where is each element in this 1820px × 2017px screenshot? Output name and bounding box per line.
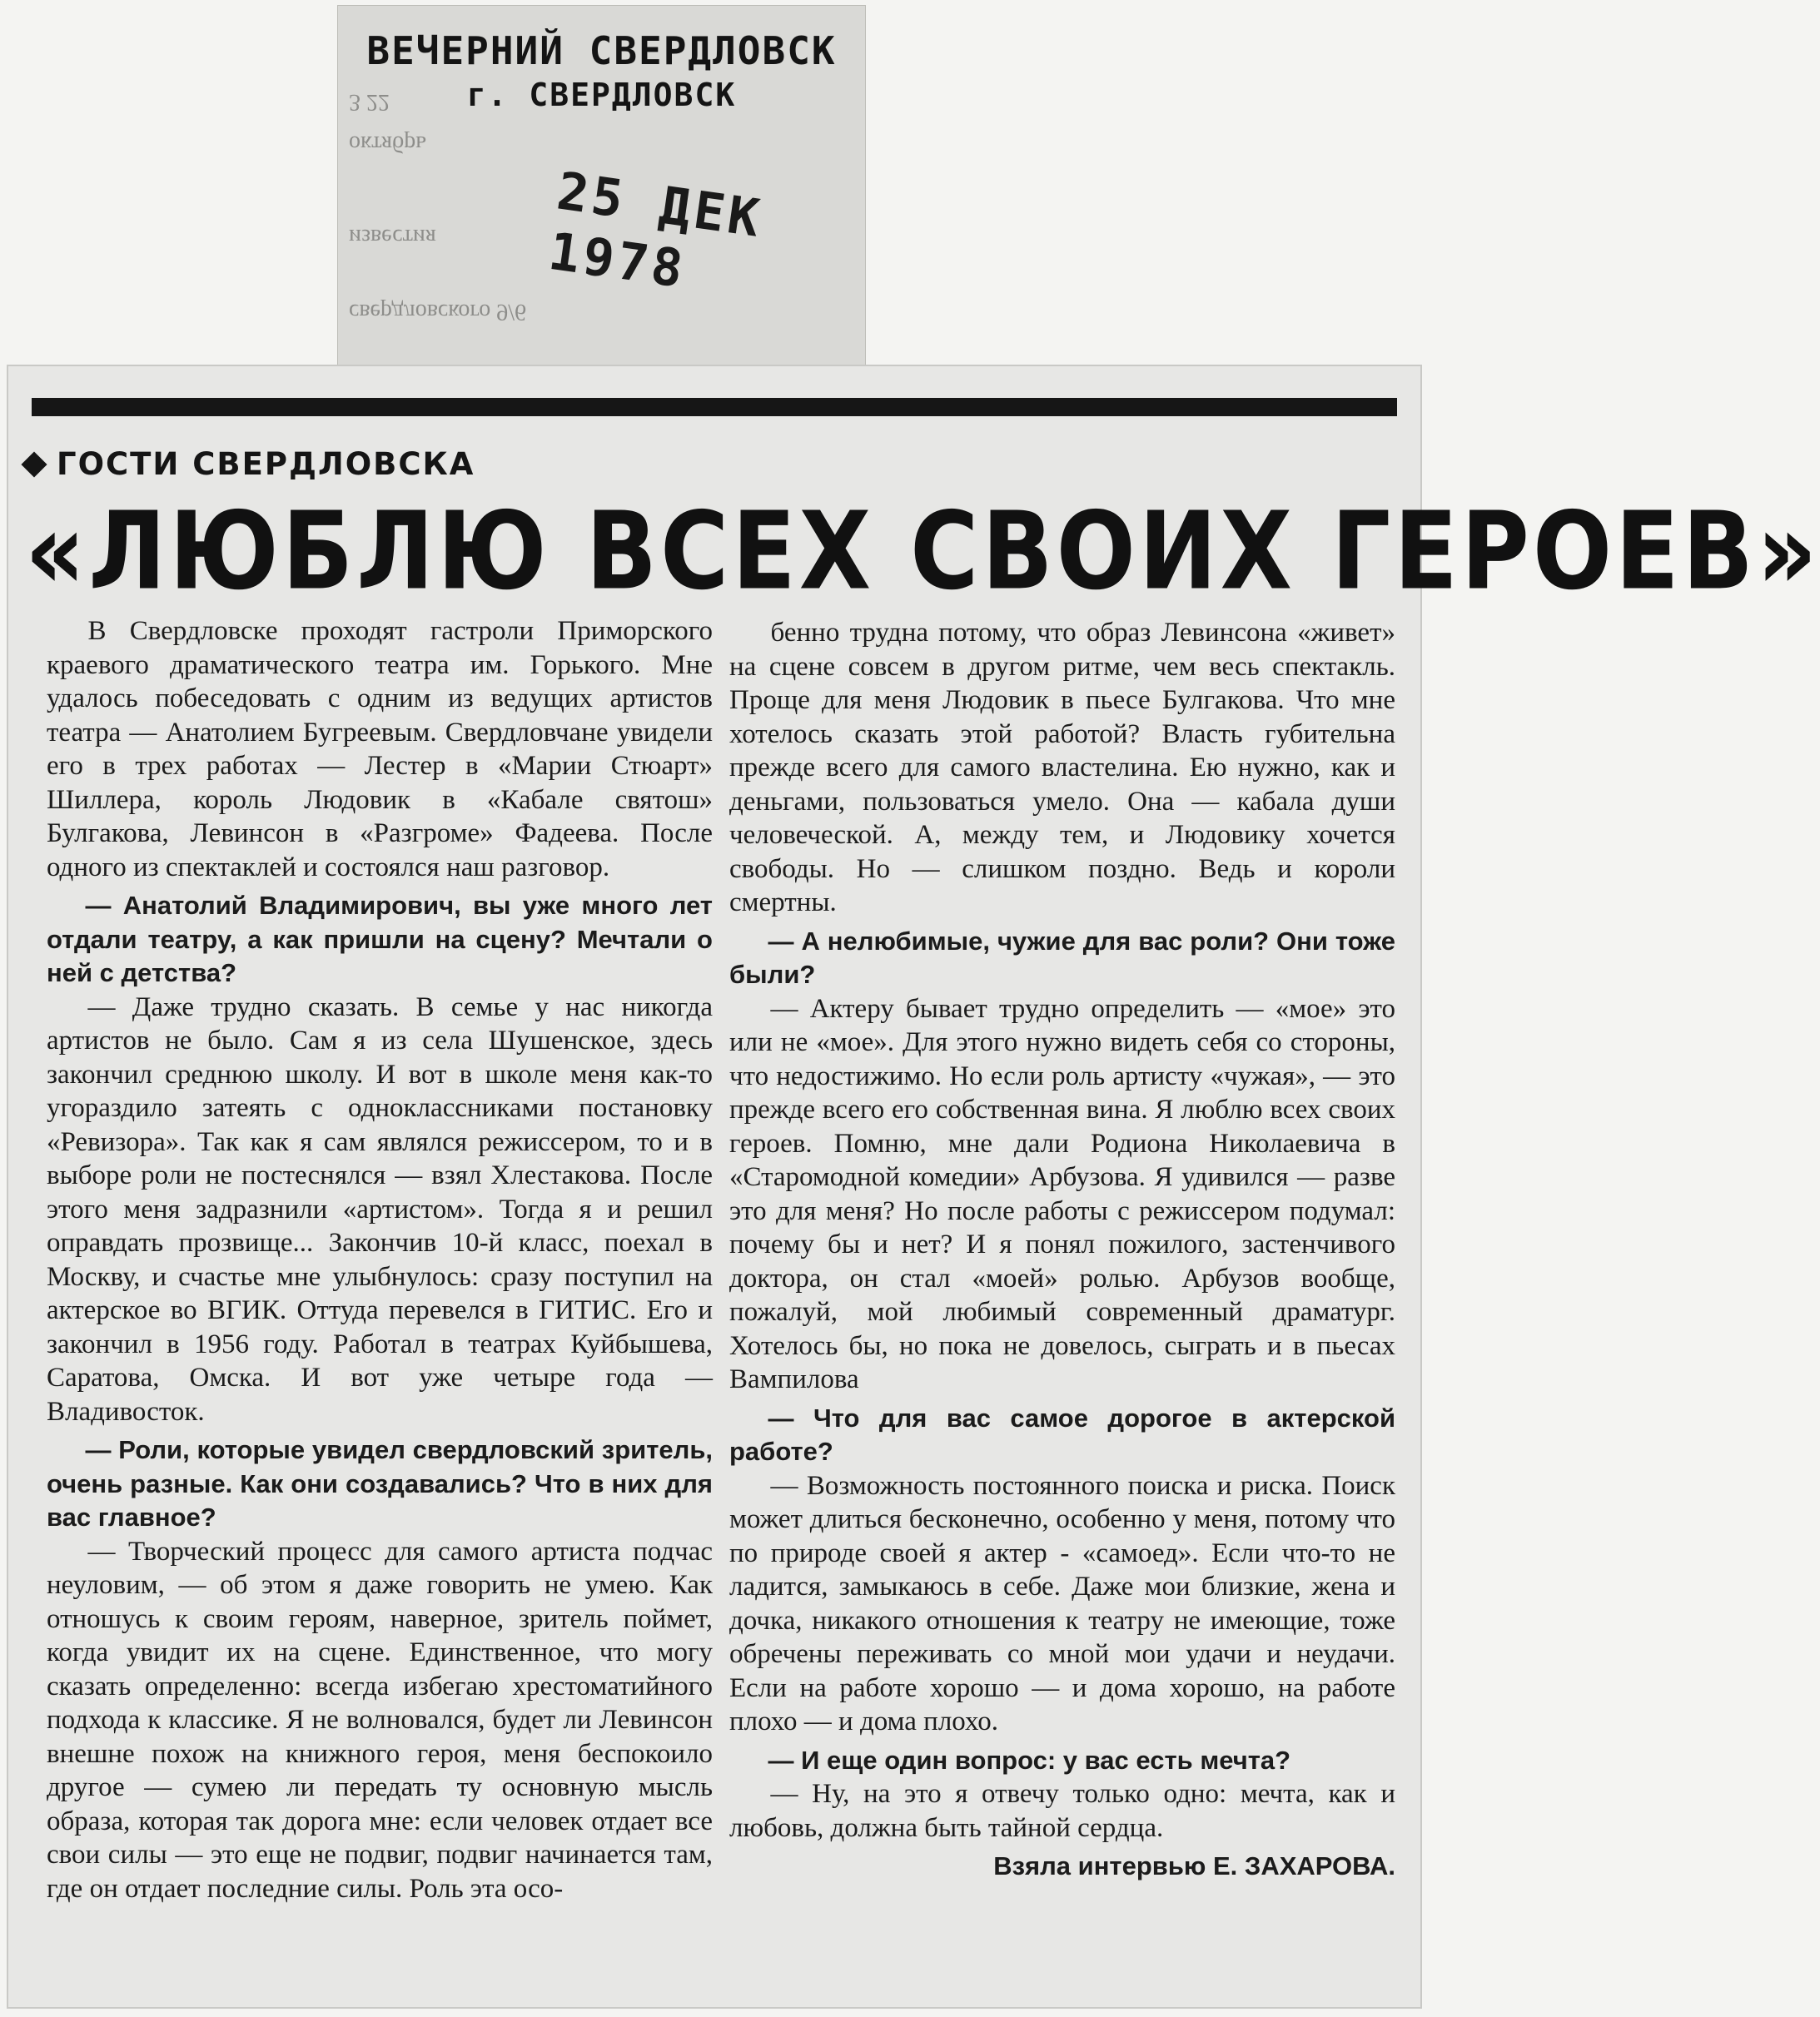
stamp-date: 25 ДЕК 1978 xyxy=(545,160,767,301)
article-paragraph: В Свердловске проходят гастроли Приморского краевого драматического театра им. Горького. Мне удалось побеседовать с одним из ведущих артистов театра — Анатолием Бугреевым. Свердловчане увидели его в трех работах — Лестер в «Марии Стюарт» Шиллера, король Людовик в «Кабале святош» Булгакова, Левинсон в «Разгроме» Фадеева. После одного из спектаклей и состоялся наш разговор. xyxy=(47,616,713,882)
bleedthrough-text: 3 22 xyxy=(349,89,390,115)
article-paragraph: — Ну, на это я отвечу только одно: мечта, как и любовь, должна быть тайной сердца. xyxy=(729,1779,1395,1843)
article-paragraph: — Возможность постоянного поиска и риска. Поиск может длиться бесконечно, особенно у меня, потому что по природе своей я актер - «самоед». Если что-то не ладится, замыкаюсь в себе. Даже мои близкие, жена и дочка, никакого отношения к театру не имеющие, тоже обречены переживать со мной мои удачи и неудачи. Если на работе хорошо — и дома хорошо, на работе плохо — и дома плохо. xyxy=(729,1470,1395,1736)
rubric xyxy=(25,446,475,482)
stamp-city: г. СВЕРДЛОВСК xyxy=(466,77,737,113)
bleedthrough-text: свердловского 9/6 xyxy=(349,299,526,325)
article-paragraph: — Актеру бывает трудно определить — «мое» это или не «мое». Для этого нужно видеть себя со стороны, что недостижимо. Но если роль артисту «чужая», — это прежде всего его собственная вина. Я люблю всех своих героев. Помню, мне дали Родиона Николаевича в «Старомодной комедии» Арбузова. Я удивился — разве это для меня? Но после работы с режиссером подумал: почему бы и нет? И я понял пожилого, застенчивого доктора, он стал «моей» ролью. Арбузов вообще, пожалуй, мой любимый современный драматург. Хотелось бы, но пока не довелось, сыграть и в пьесах Вампилова xyxy=(729,993,1395,1394)
article-column-right xyxy=(729,616,1395,1884)
archive-stamp-slip xyxy=(337,5,866,370)
interview-question: — Анатолий Владимирович, вы уже много лет отдали театру, а как пришли на сцену? Мечтали о ней с детства? xyxy=(47,891,713,987)
stamp-newspaper-name: ВЕЧЕРНИЙ СВЕРДЛОВСК xyxy=(366,28,837,73)
article-paragraph: бенно трудна потому, что образ Левинсона «живет» на сцене совсем в другом ритме, чем весь спектакль. Проще для меня Людовик в пьесе Булгакова. Что мне хотелось сказать этой работой? Власть губительна прежде всего для самого властелина. Ею нужно, как и деньгами, пользоваться умело. Она — кабала души человеческой. А, между тем, и Людовику хочется свободы. Но — слишком поздно. Ведь и короли смертны. xyxy=(729,618,1395,917)
interview-question: — И еще один вопрос: у вас есть мечта? xyxy=(768,1745,1291,1775)
article-paragraph: — Творческий процесс для самого артиста подчас неуловим, — об этом я даже говорить не умею. Как отношусь к своим героям, наверное, зритель поймет, когда увидит их на сцене. Единственное, что могу сказать определенно: всегда избегаю хрестоматийного подхода к классике. Я не волновался, будет ли Левинсон внешне похож на книжного героя, меня беспокоило другое — сумею ли передать ту основную мысль образа, которая так дорога мне: если человек отдает все свои силы — это еще не подвиг, подвиг начинается там, где он отдает последние силы. Роль эта осо- xyxy=(47,1536,713,1904)
interview-question: — Роли, которые увидел свердловский зритель, очень разные. Как они создавались? Что в них для вас главное? xyxy=(47,1435,713,1532)
bleedthrough-text: известия xyxy=(349,224,436,250)
author-signature: Взяла интервью Е. ЗАХАРОВА. xyxy=(993,1851,1395,1880)
top-rule xyxy=(32,398,1397,416)
newspaper-clipping xyxy=(7,365,1820,2009)
diamond-bullet-icon xyxy=(21,451,47,477)
rubric-label: ГОСТИ СВЕРДЛОВСКА xyxy=(57,446,475,482)
headline: «ЛЮБЛЮ ВСЕХ СВОИХ ГЕРОЕВ» xyxy=(25,489,1820,614)
article-column-left xyxy=(47,614,713,1905)
interview-question: — А нелюбимые, чужие для вас роли? Они тоже были? xyxy=(729,926,1395,989)
bleedthrough-text: октябрь xyxy=(349,131,426,156)
interview-question: — Что для вас самое дорогое в актерской работе? xyxy=(729,1403,1395,1466)
article-paragraph: — Даже трудно сказать. В семье у нас никогда артистов не было. Сам я из села Шушенское, здесь закончил среднюю школу. И вот в школе меня как-то угораздило затеять с одноклассниками постановку «Ревизора». Так как я сам являлся режиссером, то и в выборе роли не постеснялся — взял Хлестакова. После этого меня задразнили «артистом». Тогда я и решил оправдать прозвище... Закончив 10-й класс, поехал в Москву, и счастье мне улыбнулось: сразу поступил на актерское во ВГИК. Оттуда перевелся в ГИТИС. Его и закончил в 1956 году. Работал в театрах Куйбышева, Саратова, Омска. И вот уже четыре года — Владивосток. xyxy=(47,991,713,1427)
